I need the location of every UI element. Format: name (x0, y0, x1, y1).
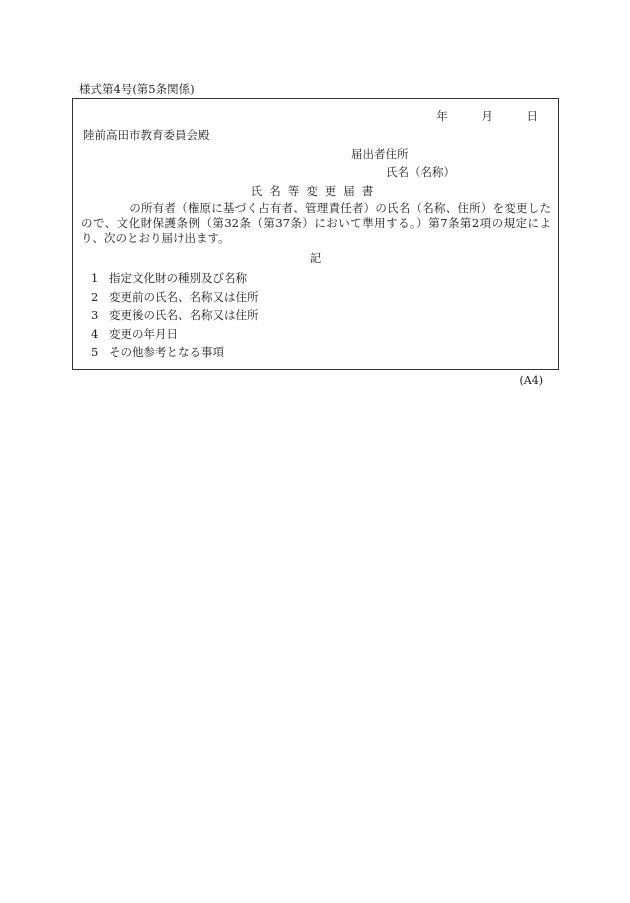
list-item (91, 306, 259, 325)
sender-address-label: 届出者住所 (351, 147, 409, 161)
list-item (91, 343, 259, 362)
addressee: 陸前高田市教育委員会殿 (83, 128, 210, 142)
list-item (91, 269, 259, 288)
list-item (91, 288, 259, 307)
date-line (412, 108, 538, 124)
item-label: 変更後の氏名、名称又は住所 (109, 308, 259, 322)
item-list (91, 269, 259, 362)
paper-size-label: (A4) (519, 374, 543, 387)
item-number: 5 (91, 345, 99, 359)
body-paragraph (81, 201, 551, 246)
form-number-label: 様式第4号(第5条関係) (79, 82, 195, 96)
item-label: 指定文化財の種別及び名称 (109, 271, 247, 285)
item-number: 2 (91, 289, 99, 304)
list-item (91, 325, 259, 344)
ki-heading: 記 (309, 251, 322, 265)
form-frame (72, 98, 559, 370)
sender-name-label: 氏名（名称） (386, 165, 455, 179)
date-year: 年 (436, 109, 448, 123)
item-label: その他参考となる事項 (109, 345, 224, 359)
item-number: 3 (91, 308, 99, 322)
item-label: 変更の年月日 (109, 326, 178, 341)
body-text: の所有者（権原に基づく占有者、管理責任者）の氏名（名称、住所）を変更したので、文化財保護条例（第32条（第37条）において準用する。）第7条第2項の規定により、次のとおり届け出ます。 (81, 201, 551, 245)
item-number: 4 (91, 326, 99, 341)
document-title: 氏名等変更届書 (250, 184, 381, 198)
date-day: 日 (526, 109, 538, 123)
item-label: 変更前の氏名、名称又は住所 (109, 289, 259, 304)
item-number: 1 (91, 271, 99, 285)
date-month: 月 (481, 109, 493, 123)
